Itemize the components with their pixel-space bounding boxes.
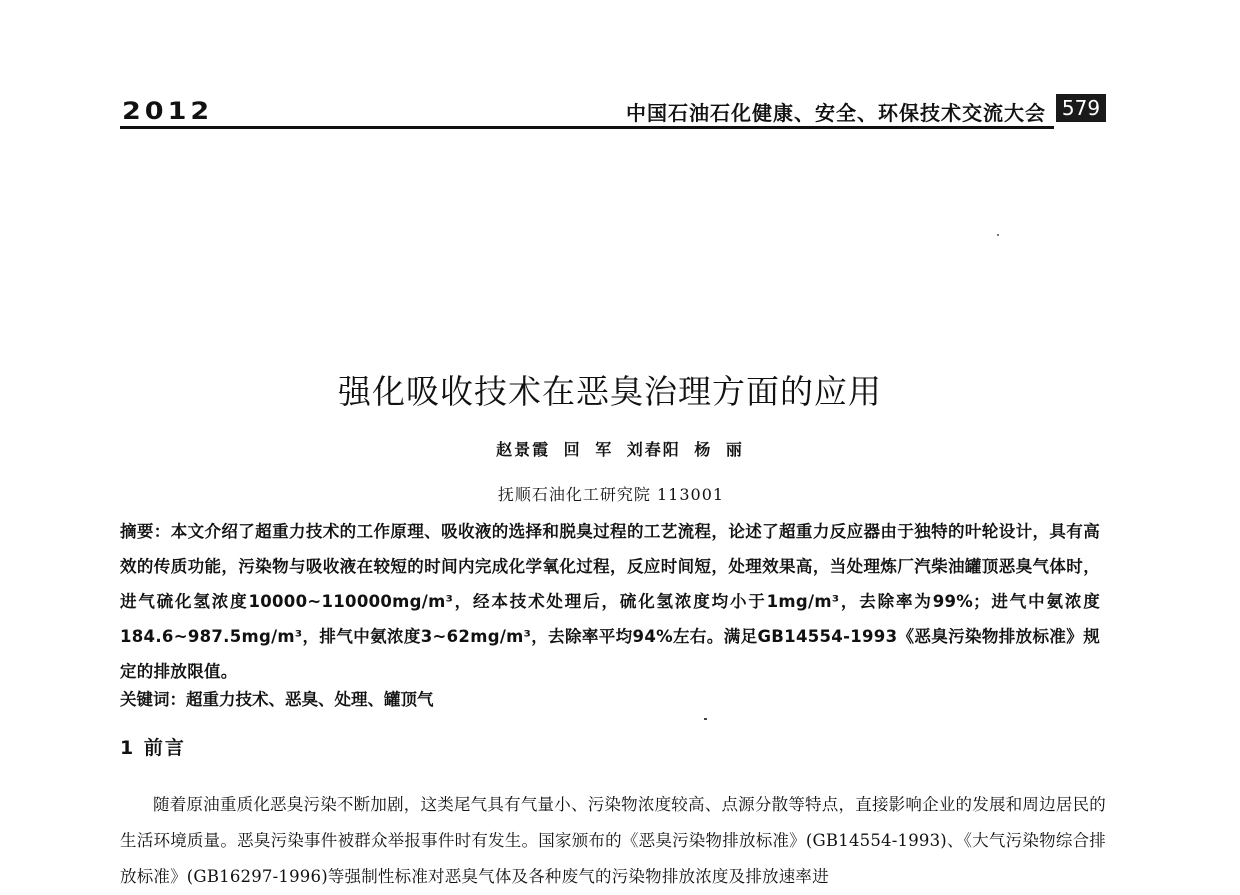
header-year: 2012 xyxy=(122,97,214,126)
scan-speck xyxy=(997,234,999,236)
paper-keywords: 关键词：超重力技术、恶臭、处理、罐顶气 xyxy=(120,690,434,709)
scan-speck xyxy=(704,718,707,720)
page-number-badge: 579 xyxy=(1056,94,1106,122)
paper-abstract: 摘要：本文介绍了超重力技术的工作原理、吸收液的选择和脱臭过程的工艺流程，论述了超重力反应器由于独特的叶轮设计，具有高效的传质功能，污染物与吸收液在较短的时间内完成化学氧化过程，反应时间短，处理效果高，当处理炼厂汽柴油罐顶恶臭气体时，进气硫化氢浓度10000~110000mg/m³，经本技术处理后，硫化氢浓度均小于1mg/m³，去除率为99%；进气中氨浓度184.6~987.5mg/m³，排气中氨浓度3~62mg/m³，去除率平均94%左右。满足GB14554-1993《恶臭污染物排放标准》规定的排放限值。 xyxy=(120,522,1100,681)
header-divider xyxy=(120,126,1054,129)
paper-affiliation: 抚顺石油化工研究院 113001 xyxy=(497,485,725,504)
section-body: 随着原油重质化恶臭污染不断加剧，这类尾气具有气量小、污染物浓度较高、点源分散等特点，直接影响企业的发展和周边居民的生活环境质量。恶臭污染事件被群众举报事件时有发生。国家颁布的《恶臭污染物排放标准》(GB14554-1993)、《大气污染物综合排放标准》(GB16297-1996)等强制性标准对恶臭气体及各种废气的污染物排放浓度及排放速率进 xyxy=(120,795,1106,886)
section-heading: 1 前言 xyxy=(120,737,186,759)
paper-authors: 赵景霞 回 军 刘春阳 杨 丽 xyxy=(496,440,744,459)
header-conference-title: 中国石油石化健康、安全、环保技术交流大会 xyxy=(626,101,1046,125)
running-header xyxy=(118,94,1106,128)
paper-title: 强化吸收技术在恶臭治理方面的应用 xyxy=(338,372,882,411)
